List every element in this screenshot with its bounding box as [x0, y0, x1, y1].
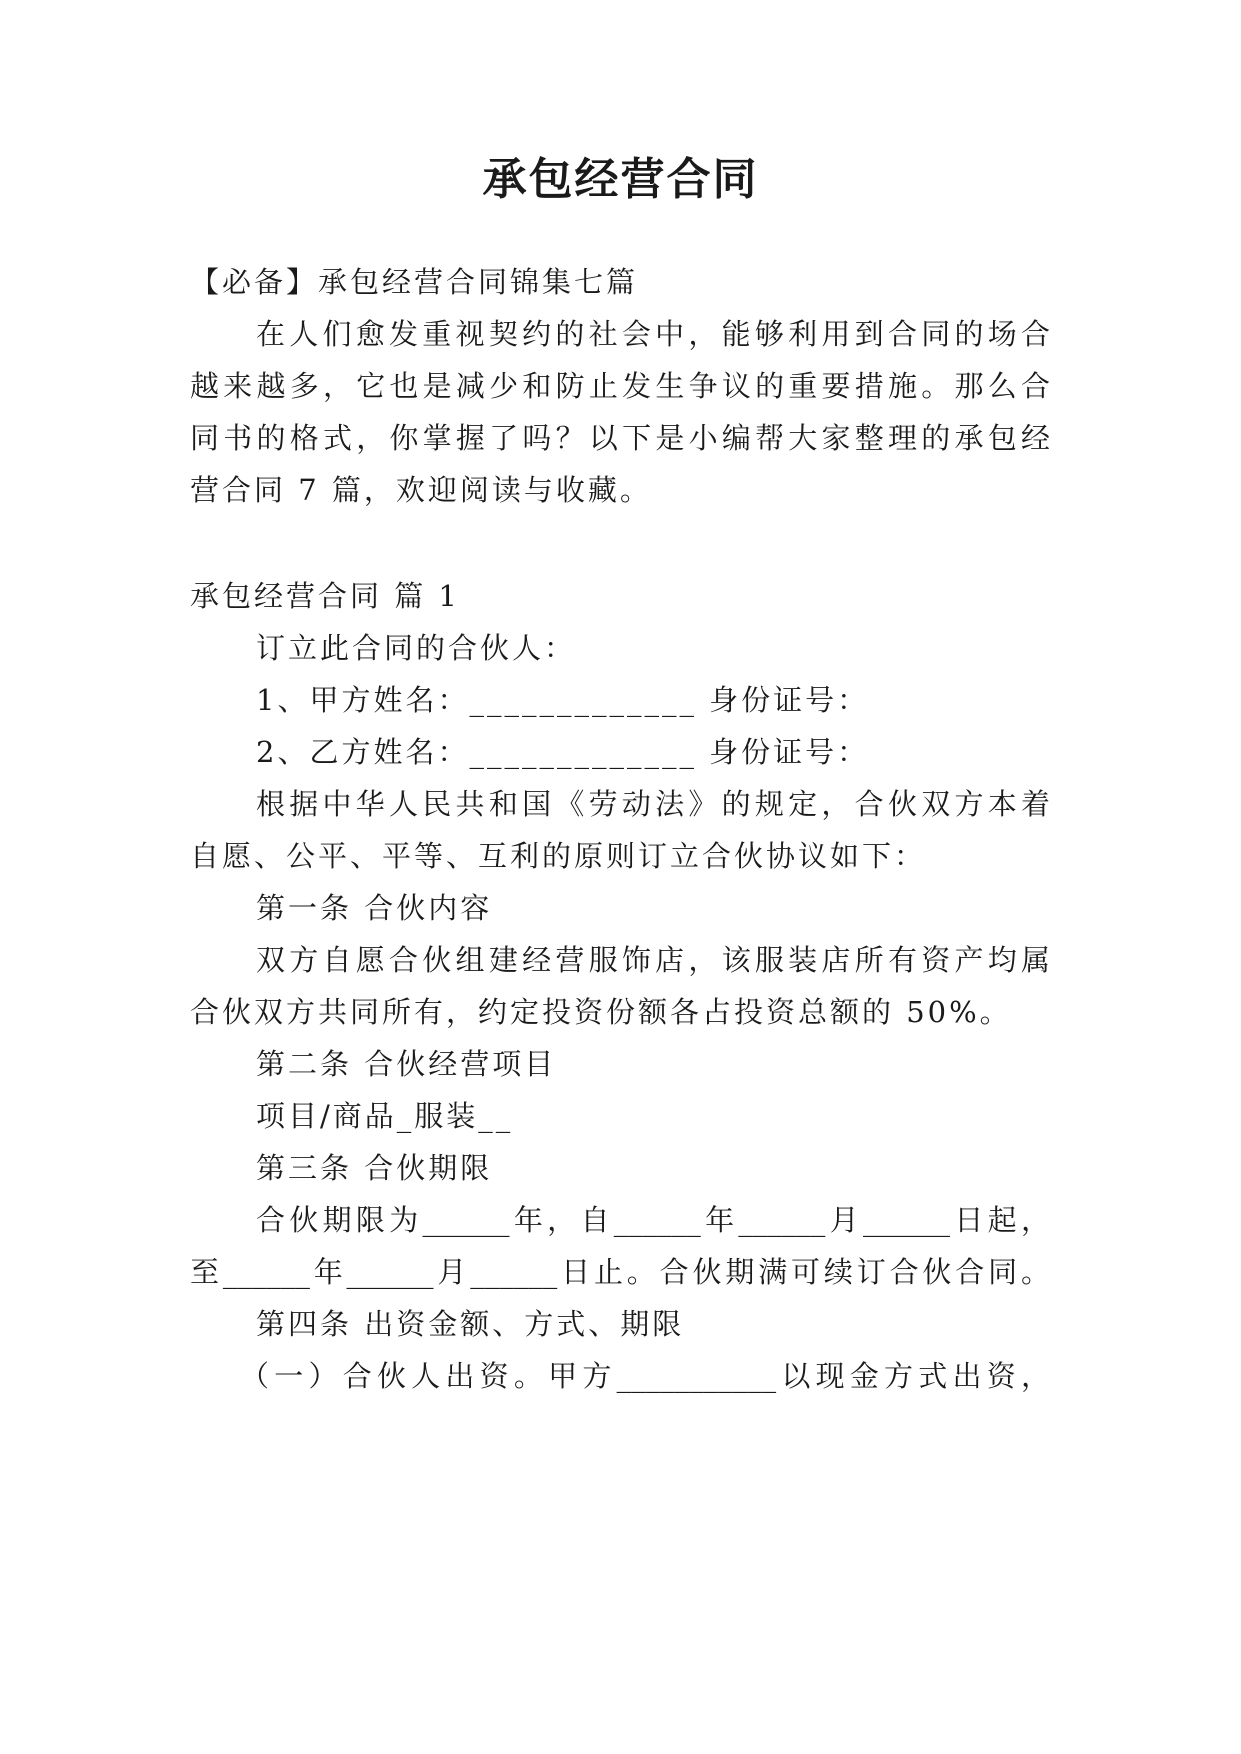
- body-line-12: 合伙期限为______年，自______年______月______日起，: [256, 1203, 1050, 1237]
- body-line-8: 合伙双方共同所有，约定投资份额各占投资总额的 50%。: [190, 995, 1012, 1029]
- article-2-heading: 第二条 合伙经营项目: [256, 1047, 557, 1081]
- section-heading: 承包经营合同 篇 1: [190, 579, 460, 613]
- body-line-2: 1、甲方姓名：_____________ 身份证号：: [256, 683, 870, 717]
- article-4-heading: 第四条 出资金额、方式、期限: [256, 1307, 685, 1341]
- body-line-10: 项目/商品_服装__: [256, 1099, 514, 1133]
- body-line-7: 双方自愿合伙组建经营服饰店，该服装店所有资产均属: [256, 943, 1050, 977]
- body-line-3: 2、乙方姓名：_____________ 身份证号：: [256, 735, 870, 769]
- intro-line-3: 同书的格式，你掌握了吗？以下是小编帮大家整理的承包经: [190, 421, 1050, 455]
- article-1-heading: 第一条 合伙内容: [256, 891, 493, 925]
- intro-line-4: 营合同 7 篇，欢迎阅读与收藏。: [190, 473, 652, 507]
- article-3-heading: 第三条 合伙期限: [256, 1151, 493, 1185]
- body-line-1: 订立此合同的合伙人：: [256, 631, 577, 665]
- intro-line-1: 在人们愈发重视契约的社会中，能够利用到合同的场合: [256, 317, 1050, 351]
- document-title: 承包经营合同: [482, 154, 759, 205]
- body-line-4: 根据中华人民共和国《劳动法》的规定，合伙双方本着: [256, 787, 1050, 821]
- document-subtitle: 【必备】承包经营合同锦集七篇: [190, 265, 639, 299]
- body-line-13: 至______年______月______日止。合伙期满可续订合伙合同。: [190, 1255, 1050, 1289]
- body-line-5: 自愿、公平、平等、互利的原则订立合伙协议如下：: [190, 839, 927, 873]
- body-line-15: （一）合伙人出资。甲方___________以现金方式出资，: [240, 1359, 1050, 1393]
- intro-line-2: 越来越多，它也是减少和防止发生争议的重要措施。那么合: [190, 369, 1050, 403]
